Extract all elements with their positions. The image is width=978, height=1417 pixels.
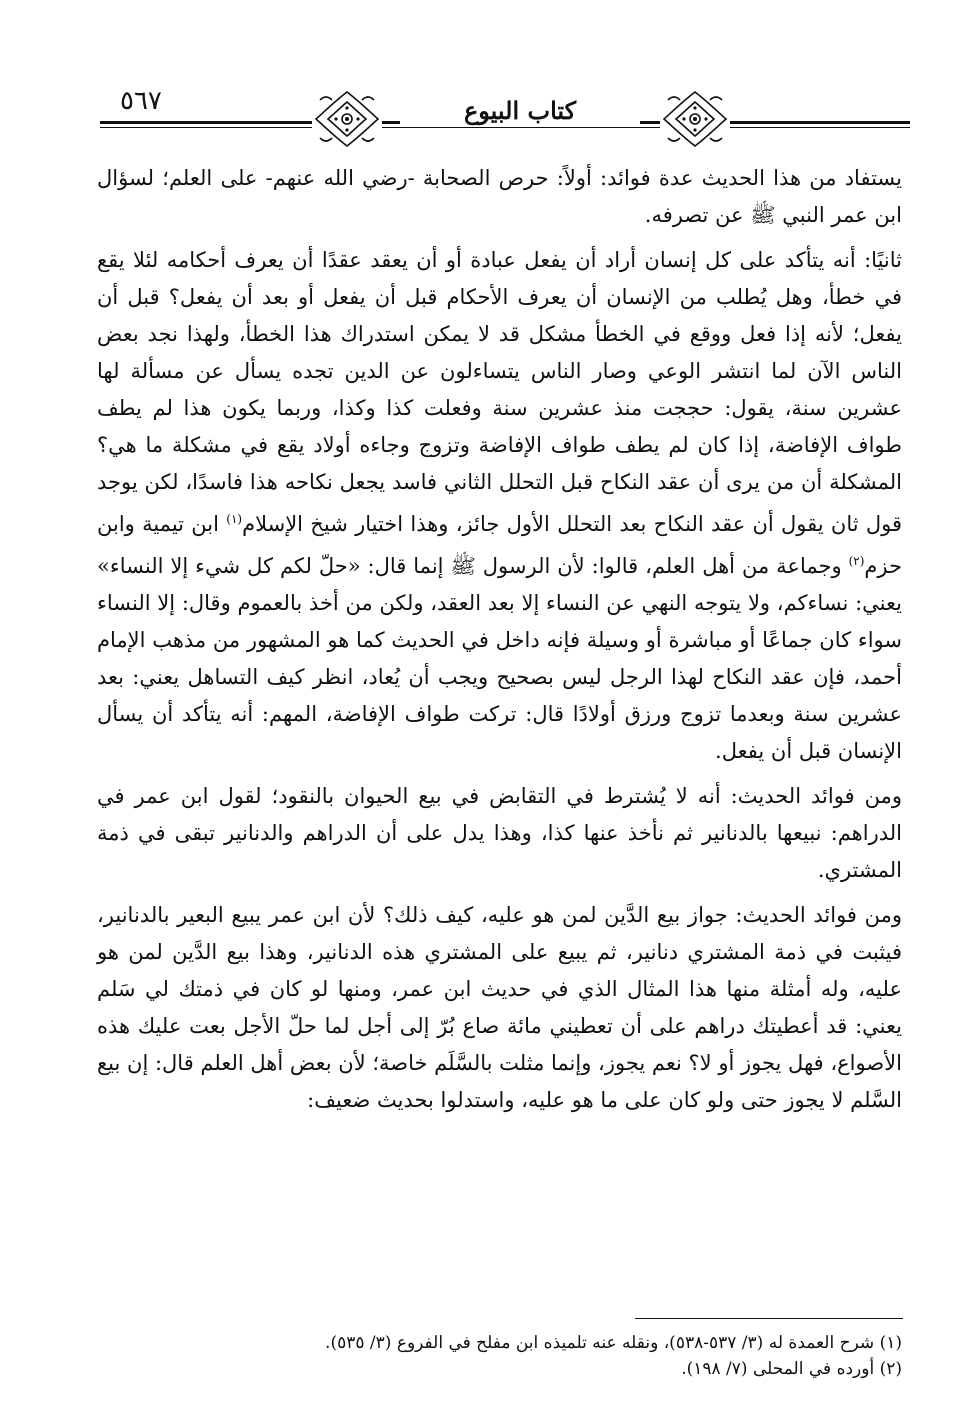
page-number: ٥٦٧ <box>114 86 168 116</box>
footnote: (٢) أورده في المحلى (٧/ ١٩٨). <box>681 1359 902 1379</box>
ornament-icon <box>660 88 730 150</box>
paragraph <box>97 242 902 770</box>
paragraph-text: ثانيًا: أنه يتأكد على كل إنسان أراد أن يفعل عبادة أو أن يعقد عقدًا أن يعرف أحكامه لئلا يقع في خطأ، وهل يُطلب من الإنسان أن يعرف الأحكام قبل أن يفعل أو بعد أن يفعل؟ قبل أن يفعل؛ لأنه إذا فعل ووقع في الخطأ مشكل قد لا يمكن استدراك هذا الخطأ، ولهذا نجد بعض الناس الآن لما انتشر الوعي وصار الناس يتساءلون عن الدين تجده يسأل عن مسألة لها عشرين سنة، يقول: حججت منذ عشرين سنة وفعلت كذا وكذا، وربما يكون هذا لم يطف طواف الإفاضة، إذا كان لم يطف طواف الإفاضة وتزوج وجاءه أولاد يقع في مشكلة ما هي؟ المشكلة أن من يرى أن عقد النكاح قبل التحلل الثاني فاسد يجعل نكاحه هذا فاسدًا، لكن يوجد قول ثان يقول أن عقد النكاح بعد التحلل الأول جائز، وهذا اختيار شيخ الإسلام <box>97 248 902 536</box>
page-header <box>100 82 910 152</box>
paragraph: يستفاد من هذا الحديث عدة فوائد: أولاً: حرص الصحابة -رضي الله عنهم- على العلم؛ لسؤال ابن عمر النبي ﷺ عن تصرفه. <box>97 166 902 227</box>
paragraph: ومن فوائد الحديث: أنه لا يُشترط في التقابض في بيع الحيوان بالنقود؛ لقول ابن عمر في الدراهم: نبيعها بالدنانير ثم نأخذ عنها كذا، وهذا يدل على أن الدراهم والدنانير تبقى في ذمة المشتري. <box>97 784 902 882</box>
header-rule-thin <box>100 127 910 128</box>
ornament-icon <box>312 88 382 150</box>
body-text <box>97 160 902 1127</box>
paragraph-text: وجماعة من أهل العلم، قالوا: لأن الرسول ﷺ إنما قال: «حلّ لكم كل شيء إلا النساء» يعني: نساءكم، ولا يتوجه النهي عن النساء إلا بعد العقد، ولكن من أخذ بالعموم وقال: إلا النساء سواء كان جماعًا أو مباشرة أو وسيلة فإنه داخل في الحديث كما هو المشهور من مذهب الإمام أحمد، فإن عقد النكاح لهذا الرجل ليس بصحيح ويجب أن يُعاد، انظر كيف التساهل يعني: بعد عشرين سنة وبعدما تزوج ورزق أولادًا قال: تركت طواف الإفاضة، المهم: أنه يتأكد أن يسأل الإنسان قبل أن يفعل. <box>97 554 902 763</box>
paragraph-text: ابن تيمية وابن حزم <box>97 512 902 578</box>
footnotes <box>97 1330 902 1382</box>
footnote-marker[interactable]: (١) <box>226 512 243 526</box>
paragraph: ومن فوائد الحديث: جواز بيع الدَّين لمن هو عليه، كيف ذلك؟ لأن ابن عمر يبيع البعير بالدنانير، فيثبت في ذمة المشتري دنانير، ثم يبيع على المشتري هذه الدنانير، وهذا بيع الدَّين لمن هو عليه، وله أمثلة منها هذا المثال الذي في حديث ابن عمر، ومنها لو كان في ذمتك لي سَلم يعني: قد أعطيتك دراهم على أن تعطيني مائة صاع بُرّ إلى أجل لما حلّ الأجل بعت عليك هذه الأصواع، فهل يجوز أو لا؟ نعم يجوز، وإنما مثلت بالسَّلَم خاصة؛ لأن بعض أهل العلم قال: إن بيع السَّلم لا يجوز حتى ولو كان على ما هو عليه، واستدلوا بحديث ضعيف: <box>97 903 902 1112</box>
footnote-marker[interactable]: (٢) <box>848 554 865 568</box>
running-title: كتاب البيوع <box>400 96 640 125</box>
footnote-divider <box>635 1318 903 1319</box>
footnote: (١) شرح العمدة له (٣/ ٥٣٧-٥٣٨)، ونقله عنه تلميذه ابن مفلح في الفروع (٣/ ٥٣٥). <box>325 1333 902 1353</box>
